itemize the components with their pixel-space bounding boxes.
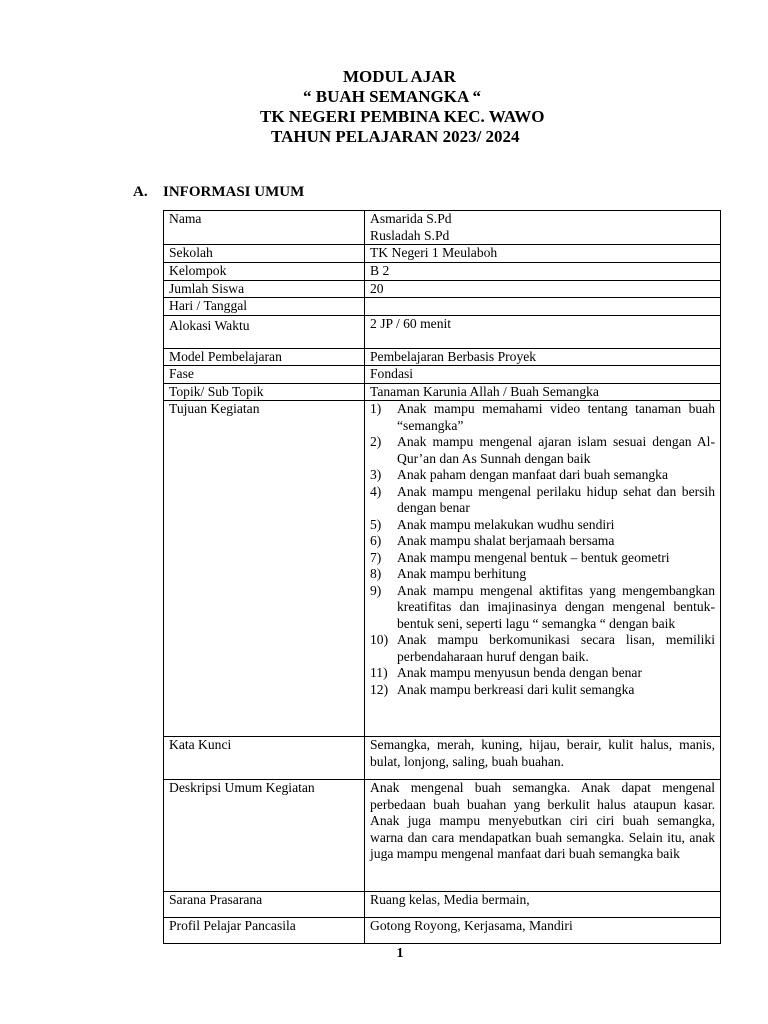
table-row [164, 263, 721, 281]
list-item [370, 434, 715, 467]
list-item [370, 682, 715, 699]
goal-text: Anak mampu berkomunikasi secara lisan, memiliki perbendaharaan huruf dengan baik. [397, 632, 715, 664]
table-row [164, 780, 721, 892]
value-tujuan-kegiatan [365, 401, 721, 737]
list-item [370, 550, 715, 567]
goal-number: 2) [370, 434, 382, 449]
page-number: 1 [396, 946, 404, 961]
label-tujuan-kegiatan: Tujuan Kegiatan [164, 401, 365, 737]
goal-number: 9) [370, 582, 382, 598]
label-deskripsi-kegiatan: Deskripsi Umum Kegiatan [164, 780, 365, 892]
list-item [370, 583, 715, 633]
label-kata-kunci: Kata Kunci [164, 737, 365, 780]
table-row [164, 211, 721, 245]
goal-text: Anak mampu mengenal aktifitas yang mengembangkan kreatifitas dan imajinasinya dengan mengenal bentuk-bentuk seni, seperti lagu “ semangka “ dengan baik [397, 582, 715, 631]
value-sekolah: TK Negeri 1 Meulaboh [365, 245, 721, 263]
table-row [164, 280, 721, 298]
goal-text: Anak mampu menyusun benda dengan benar [397, 665, 642, 680]
label-alokasi-waktu: Alokasi Waktu [164, 315, 365, 348]
goal-number: 5) [370, 516, 382, 532]
list-item [370, 401, 715, 434]
table-row [164, 348, 721, 366]
table-row [164, 892, 721, 918]
table-row [164, 315, 721, 348]
label-hari-tanggal: Hari / Tanggal [164, 298, 365, 316]
goal-number: 6) [370, 533, 382, 548]
list-item [370, 517, 715, 534]
label-model-pembelajaran: Model Pembelajaran [164, 348, 365, 366]
list-item [370, 484, 715, 517]
value-nama [365, 211, 721, 245]
table-row [164, 737, 721, 780]
goal-number: 11) [370, 665, 388, 680]
label-kelompok: Kelompok [164, 263, 365, 281]
section-heading [133, 184, 304, 201]
goal-text: Anak mampu memahami video tentang tanaman buah “semangka” [397, 401, 715, 433]
label-nama: Nama [164, 211, 365, 245]
table-row [164, 366, 721, 384]
value-alokasi-waktu: 2 JP / 60 menit [365, 315, 721, 348]
teacher-name: Asmarida S.Pd [370, 211, 452, 226]
goal-number: 10) [370, 632, 389, 647]
goal-number: 8) [370, 566, 382, 581]
doc-title: MODUL AJAR [343, 67, 456, 86]
table-row [164, 245, 721, 263]
label-topik: Topik/ Sub Topik [164, 383, 365, 401]
value-profil-pelajar: Gotong Royong, Kerjasama, Mandiri [365, 918, 721, 944]
table-row [164, 383, 721, 401]
value-jumlah-siswa: 20 [365, 280, 721, 298]
goal-number: 3) [370, 467, 382, 482]
table-row [164, 918, 721, 944]
doc-subtitle-school: TK NEGERI PEMBINA KEC. WAWO [260, 107, 545, 126]
teacher-name: Rusladah S.Pd [370, 227, 450, 243]
list-item [370, 533, 715, 550]
table-row [164, 401, 721, 737]
goal-text: Anak mampu mengenal bentuk – bentuk geometri [397, 549, 670, 565]
list-item [370, 632, 715, 665]
value-model-pembelajaran: Pembelajaran Berbasis Proyek [365, 348, 721, 366]
label-profil-pelajar: Profil Pelajar Pancasila [164, 918, 365, 944]
value-sarana-prasarana: Ruang kelas, Media bermain, [365, 892, 721, 918]
section-letter: A. [133, 184, 148, 200]
value-kata-kunci: Semangka, merah, kuning, hijau, berair, kulit halus, manis, bulat, lonjong, saling, buah buahan. [365, 737, 721, 780]
label-sekolah: Sekolah [164, 245, 365, 263]
list-item [370, 665, 715, 682]
goals-list [370, 401, 715, 698]
value-fase: Fondasi [365, 366, 721, 384]
value-kelompok: B 2 [365, 263, 721, 281]
doc-subtitle-year: TAHUN PELAJARAN 2023/ 2024 [271, 127, 520, 146]
section-title: INFORMASI UMUM [163, 184, 305, 200]
goal-number: 4) [370, 483, 382, 499]
goal-number: 1) [370, 401, 382, 416]
label-sarana-prasarana: Sarana Prasarana [164, 892, 365, 918]
value-topik: Tanaman Karunia Allah / Buah Semangka [365, 383, 721, 401]
label-fase: Fase [164, 366, 365, 384]
list-item [370, 566, 715, 583]
goal-text: Anak mampu melakukan wudhu sendiri [397, 516, 615, 532]
goal-text: Anak mampu berkreasi dari kulit semangka [397, 681, 635, 697]
info-table [163, 210, 721, 944]
goal-text: Anak mampu mengenal ajaran islam sesuai dengan Al-Qur’an dan As Sunnah dengan baik [397, 434, 715, 466]
goal-number: 7) [370, 549, 382, 565]
list-item [370, 467, 715, 484]
doc-subtitle-theme: “ BUAH SEMANGKA “ [303, 87, 482, 106]
table-row [164, 298, 721, 316]
goal-text: Anak paham dengan manfaat dari buah semangka [397, 467, 669, 482]
goal-text: Anak mampu mengenal perilaku hidup sehat dan bersih dengan benar [397, 483, 715, 515]
value-hari-tanggal [365, 298, 721, 316]
goal-number: 12) [370, 681, 389, 697]
value-deskripsi-kegiatan: Anak mengenal buah semangka. Anak dapat mengenal perbedaan buah buahan yang berkulit halus ataupun kasar. Anak juga mampu menyebutkan ciri ciri buah semangka, warna dan cara mendapatkan buah semangka. Selain itu, anak juga mampu mengenal manfaat dari buah semangka baik [365, 780, 721, 892]
goal-text: Anak mampu shalat berjamaah bersama [397, 533, 615, 548]
goal-text: Anak mampu berhitung [397, 566, 527, 581]
label-jumlah-siswa: Jumlah Siswa [164, 280, 365, 298]
